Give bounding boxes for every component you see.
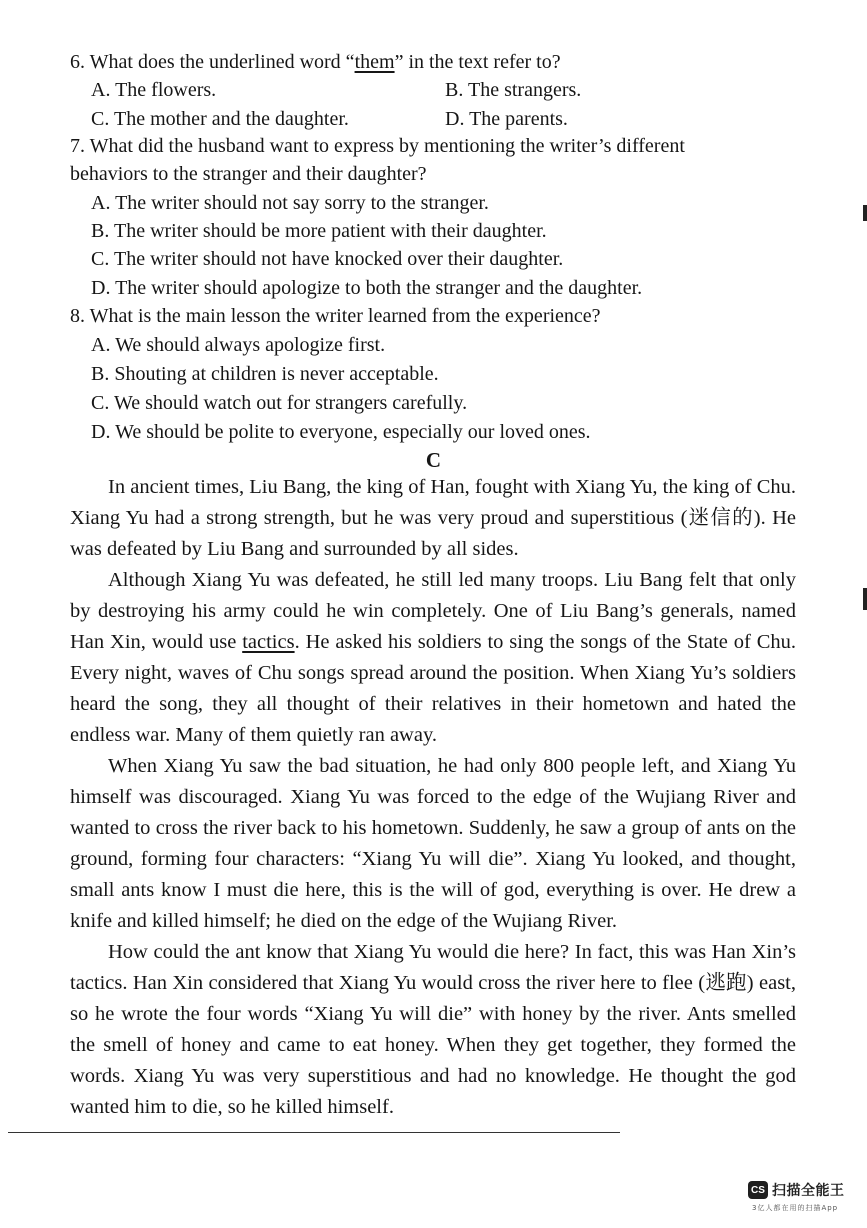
- question-6-option-b: B. The strangers.: [445, 79, 582, 101]
- question-7-stem-line-2: behaviors to the stranger and their daughter?: [70, 163, 427, 185]
- question-8-option-b: B. Shouting at children is never acceptable.: [91, 363, 439, 385]
- question-7-option-b: B. The writer should be more patient with their daughter.: [91, 220, 547, 242]
- passage-paragraph-4: How could the ant know that Xiang Yu would die here? In fact, this was Han Xin’s tactics. Han Xin considered that Xiang Yu would cross the river here to flee (逃跑) east, so he wrote the four words “Xiang Yu will die” with honey by the river. Ants smelled the smell of honey and came to eat honey. When they get together, they formed the words. Xiang Yu was very superstitious and had no knowledge. He thought the god wanted him to die, so he killed himself.: [70, 941, 796, 1118]
- watermark-name: 扫描全能王: [772, 1183, 845, 1199]
- question-7-option-a: A. The writer should not say sorry to the stranger.: [91, 192, 489, 214]
- question-8-option-c: C. We should watch out for strangers carefully.: [91, 392, 468, 414]
- underlined-word-them: them: [354, 51, 395, 73]
- question-6-option-a: A. The flowers.: [91, 79, 217, 101]
- watermark-tagline: 3亿人都在用的扫描App: [752, 1204, 839, 1212]
- question-6-stem: 6. What does the underlined word “them” in the text refer to?: [70, 51, 561, 73]
- question-7-option-d: D. The writer should apologize to both the stranger and the daughter.: [91, 277, 643, 299]
- scan-edge-mark: [863, 205, 867, 221]
- question-7-option-c: C. The writer should not have knocked over their daughter.: [91, 248, 564, 270]
- scan-edge-mark: [863, 588, 867, 610]
- question-7-stem-line-1: 7. What did the husband want to express by mentioning the writer’s different: [70, 135, 685, 157]
- passage-paragraph-2: Although Xiang Yu was defeated, he still led many troops. Liu Bang felt that only by destroying his army could he win completely. One of Liu Bang’s generals, named Han Xin, would use tactics. He asked his soldiers to sing the songs of the State of Chu. Every night, waves of Chu songs spread around the position. When Xiang Yu’s soldiers heard the song, they all thought of their relatives in their hometown and hated the endless war. Many of them quietly ran away.: [70, 569, 796, 746]
- passage-c: [70, 472, 796, 1123]
- question-8-stem: 8. What is the main lesson the writer learned from the experience?: [70, 305, 601, 327]
- camscanner-logo-icon: CS: [748, 1181, 768, 1199]
- scanner-watermark: [748, 1180, 845, 1200]
- question-6-option-d: D. The parents.: [445, 108, 568, 130]
- underlined-word-tactics: tactics: [242, 631, 295, 653]
- question-8-option-a: A. We should always apologize first.: [91, 334, 386, 356]
- footer-divider: [8, 1132, 620, 1133]
- passage-paragraph-3: When Xiang Yu saw the bad situation, he had only 800 people left, and Xiang Yu himself was discouraged. Xiang Yu was forced to the edge of the Wujiang River and wanted to cross the river back to his hometown. Suddenly, he saw a group of ants on the ground, forming four characters: “Xiang Yu will die”. Xiang Yu looked, and thought, small ants know I must die here, this is the will of god, everything is over. He drew a knife and killed himself; he died on the edge of the Wujiang River.: [70, 755, 796, 932]
- question-6-option-c: C. The mother and the daughter.: [91, 108, 349, 130]
- question-8-option-d: D. We should be polite to everyone, especially our loved ones.: [91, 421, 591, 443]
- section-c-heading: C: [425, 448, 442, 472]
- passage-paragraph-1: In ancient times, Liu Bang, the king of Han, fought with Xiang Yu, the king of Chu. Xiang Yu had a strong strength, but he was very proud and superstitious (迷信的). He was defeated by Liu Bang and surrounded by all sides.: [70, 476, 796, 560]
